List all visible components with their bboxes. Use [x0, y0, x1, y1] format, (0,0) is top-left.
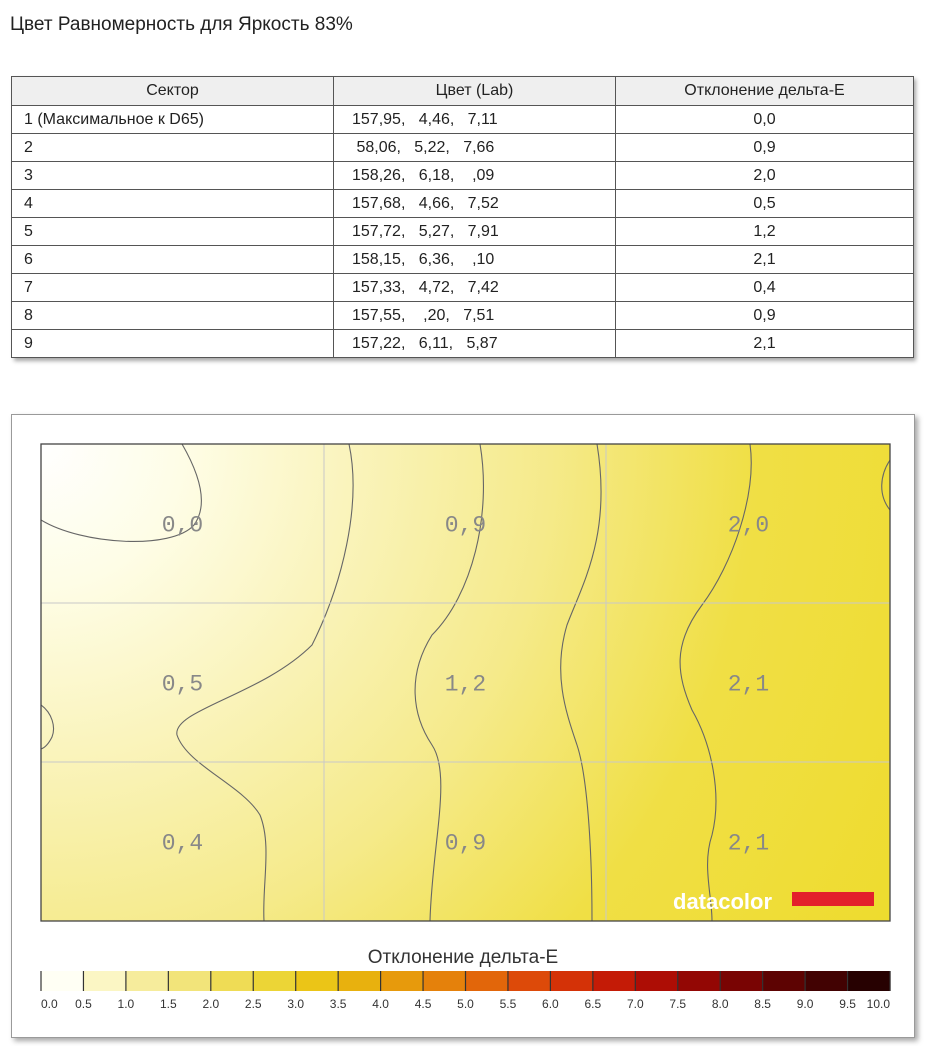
legend-swatch: [763, 971, 806, 991]
cell-sector: 6: [12, 246, 334, 274]
table-row: [12, 218, 914, 246]
legend-title: Отклонение дельта-Е: [367, 947, 559, 968]
cell-lab: 157,95, 4,46, 7,11: [334, 106, 616, 134]
cell-sector: 2: [12, 134, 334, 162]
cell-value-label: 0,4: [161, 830, 204, 857]
brand-text: datacolor: [673, 889, 773, 914]
cell-delta-e: 2,0: [616, 162, 914, 190]
cell-lab: 157,68, 4,66, 7,52: [334, 190, 616, 218]
cell-delta-e: 1,2: [616, 218, 914, 246]
cell-lab: 157,55, ,20, 7,51: [334, 302, 616, 330]
header-lab-color: Цвет (Lab): [334, 77, 616, 106]
legend-tick-label: 8.5: [754, 997, 771, 1011]
color-legend: [41, 971, 891, 1011]
cell-sector: 7: [12, 274, 334, 302]
cell-value-label: 0,5: [161, 671, 204, 698]
table-row: [12, 106, 914, 134]
legend-tick-label: 3.0: [287, 997, 305, 1011]
legend-tick-label: 9.5: [839, 997, 856, 1011]
table-row: [12, 274, 914, 302]
legend-swatch: [296, 971, 339, 991]
cell-sector: 4: [12, 190, 334, 218]
cell-value-label: 2,0: [727, 512, 770, 539]
results-table-container: [11, 76, 913, 358]
results-table: [11, 76, 914, 358]
legend-tick-label: 9.0: [796, 997, 814, 1011]
cell-lab: 157,22, 6,11, 5,87: [334, 330, 616, 358]
legend-swatch: [83, 971, 126, 991]
cell-value-label: 0,9: [444, 830, 487, 857]
legend-tick-label: 8.0: [711, 997, 729, 1011]
legend-tick-label: 2.0: [202, 997, 220, 1011]
legend-swatch: [381, 971, 424, 991]
legend-tick-label: 4.5: [414, 997, 432, 1011]
legend-tick-label: 1.0: [117, 997, 135, 1011]
legend-tick-label: 6.0: [542, 997, 559, 1011]
cell-sector: 5: [12, 218, 334, 246]
cell-lab: 157,33, 4,72, 7,42: [334, 274, 616, 302]
legend-tick-label: 0.5: [75, 997, 92, 1011]
legend-swatch: [41, 971, 84, 991]
table-row: [12, 134, 914, 162]
table-row: [12, 330, 914, 358]
table-header-row: [12, 77, 914, 106]
legend-tick-label: 10.0: [866, 997, 890, 1011]
legend-tick-label: 7.5: [669, 997, 687, 1011]
table-row: [12, 162, 914, 190]
legend-swatch: [508, 971, 551, 991]
uniformity-heatmap: [12, 415, 914, 1037]
page-title: Цвет Равномерность для Яркость 83%: [10, 14, 353, 35]
cell-lab: 58,06, 5,22, 7,66: [334, 134, 616, 162]
cell-sector: 3: [12, 162, 334, 190]
cell-lab: 158,15, 6,36, ,10: [334, 246, 616, 274]
legend-tick-label: 4.0: [372, 997, 389, 1011]
cell-value-label: 0,9: [444, 512, 487, 539]
table-row: [12, 246, 914, 274]
cell-value-label: 1,2: [444, 671, 487, 698]
legend-swatch: [211, 971, 254, 991]
cell-value-label: 2,1: [727, 830, 770, 857]
table-row: [12, 302, 914, 330]
legend-tick-label: 7.0: [626, 997, 644, 1011]
legend-tick-label: 1.5: [160, 997, 177, 1011]
table-row: [12, 190, 914, 218]
legend-swatch: [466, 971, 509, 991]
legend-swatch: [805, 971, 848, 991]
legend-tick-label: 5.5: [499, 997, 517, 1011]
cell-delta-e: 0,4: [616, 274, 914, 302]
cell-lab: 158,26, 6,18, ,09: [334, 162, 616, 190]
legend-swatch: [253, 971, 296, 991]
header-delta-e: Отклонение дельта-Е: [616, 77, 914, 106]
legend-swatch: [338, 971, 381, 991]
legend-tick-label: 3.5: [329, 997, 347, 1011]
legend-swatch: [848, 971, 891, 991]
cell-delta-e: 2,1: [616, 330, 914, 358]
legend-swatch: [550, 971, 593, 991]
cell-value-label: 2,1: [727, 671, 770, 698]
cell-delta-e: 0,9: [616, 134, 914, 162]
uniformity-chart-panel: [11, 414, 915, 1038]
legend-swatch: [635, 971, 678, 991]
legend-swatch: [678, 971, 721, 991]
cell-sector: 8: [12, 302, 334, 330]
legend-tick-label: 5.0: [457, 997, 474, 1011]
cell-sector: 9: [12, 330, 334, 358]
cell-delta-e: 0,9: [616, 302, 914, 330]
legend-tick-label: 0.0: [41, 997, 58, 1011]
legend-tick-label: 6.5: [584, 997, 602, 1011]
legend-swatch: [168, 971, 211, 991]
cell-delta-e: 0,5: [616, 190, 914, 218]
cell-value-label: 0,0: [161, 512, 204, 539]
cell-delta-e: 0,0: [616, 106, 914, 134]
cell-lab: 157,72, 5,27, 7,91: [334, 218, 616, 246]
legend-swatch: [593, 971, 636, 991]
cell-sector: 1 (Максимальное к D65): [12, 106, 334, 134]
header-sector: Сектор: [12, 77, 334, 106]
legend-swatch: [126, 971, 169, 991]
legend-swatch: [720, 971, 763, 991]
legend-swatch: [423, 971, 466, 991]
legend-tick-label: 2.5: [244, 997, 262, 1011]
cell-delta-e: 2,1: [616, 246, 914, 274]
brand-bar: [792, 892, 874, 906]
